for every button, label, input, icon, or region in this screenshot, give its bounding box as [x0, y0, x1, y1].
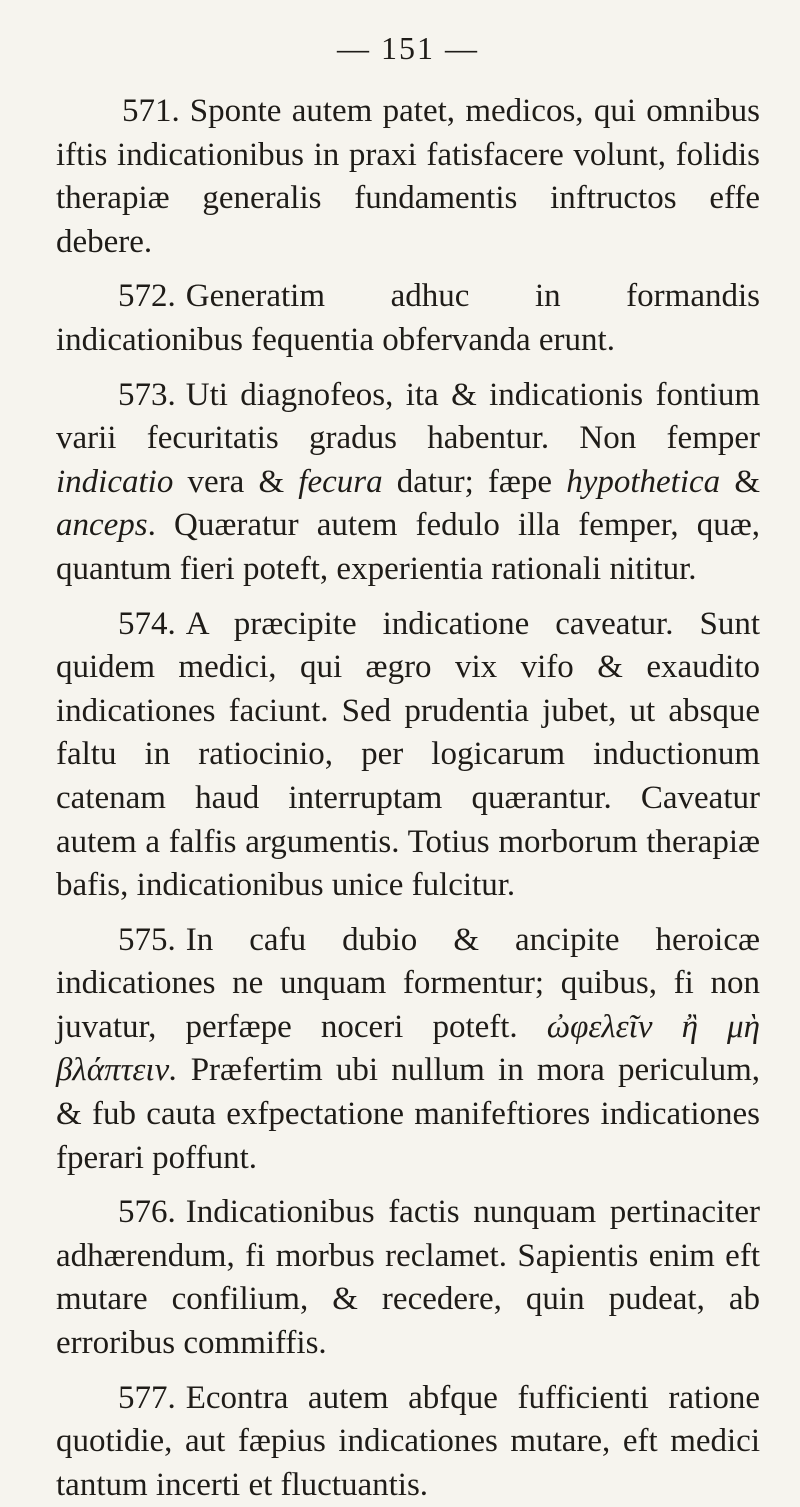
- paragraph-575: [56, 919, 760, 1181]
- paragraph-576: [56, 1191, 760, 1365]
- paragraph-number: 575.: [118, 921, 176, 958]
- paragraph-number: 572.: [118, 278, 176, 315]
- paragraph-573: [56, 374, 760, 592]
- paragraph-text: Præfertim ubi nullum in mora periculum, & fub cauta exfpectatione manifeftiores indicationes fperari poffunt.: [56, 1052, 760, 1176]
- italic-term: indicatio: [56, 463, 174, 500]
- italic-term: hypothetica: [566, 463, 721, 500]
- paragraph-text: vera &: [173, 463, 299, 500]
- paragraph-number: 571.: [122, 93, 180, 129]
- paragraph-text: Indicationibus factis nunquam pertinaciter adhærendum, fi morbus reclamet. Sapientis enim eft mutare confilium, & recedere, quin pudeat, ab erroribus commiffis.: [56, 1194, 760, 1362]
- paragraph-text: datur; fæpe: [382, 463, 567, 500]
- paragraph-572: [56, 275, 760, 362]
- paragraph-text: A præcipite indicatione caveatur. Sunt quidem medici, qui ægro vix vifo & exaudito indicationes faciunt. Sed prudentia jubet, ut absque faltu in ratiocinio, per logicarum inductionum catenam haud interruptam quærantur. Caveatur autem a falfis argumentis. Totius morborum therapiæ bafis, indicationibus unice fulcitur.: [56, 605, 760, 904]
- paragraph-571: [56, 90, 760, 264]
- paragraph-text: In cafu dubio & ancipite heroicæ indicationes ne unquam formentur; quibus, fi non juvatur, perfæpe noceri poteft.: [56, 921, 760, 1045]
- paragraph-text: Generatim adhuc in formandis indicationibus fequentia obfervanda erunt.: [56, 278, 760, 358]
- paragraph-number: 574.: [118, 605, 176, 642]
- paragraph-text: &: [720, 463, 761, 500]
- paragraph-text: . Quæratur autem fedulo illa femper, quæ, quantum fieri poteft, experientia rationali nititur.: [56, 507, 760, 587]
- paragraph-574: [56, 603, 760, 908]
- paragraph-number: 576.: [118, 1194, 176, 1231]
- paragraph-number: 573.: [118, 376, 176, 413]
- paragraph-number: 577.: [118, 1379, 176, 1416]
- greek-quotation: ὠφελεῖν ἢ μὴ βλάπτειν.: [56, 1008, 760, 1089]
- page-number: — 151 —: [337, 30, 479, 66]
- italic-term: anceps: [56, 507, 148, 544]
- paragraph-text: Uti diagnofeos, ita & indicationis fontium varii fecuritatis gradus habentur. Non femper: [56, 376, 760, 457]
- italic-term: fecura: [298, 463, 383, 500]
- paragraph-577: [56, 1377, 760, 1507]
- paragraph-text: Econtra autem abfque fufficienti ratione quotidie, aut fæpius indicationes mutare, eft medici tantum incerti et fluctuantis.: [56, 1379, 760, 1503]
- paragraph-text: Sponte autem patet, medicos, qui omnibus iftis indicationibus in praxi fatisfacere volunt, folidis therapiæ generalis fundamentis inftructos effe debere.: [56, 93, 760, 260]
